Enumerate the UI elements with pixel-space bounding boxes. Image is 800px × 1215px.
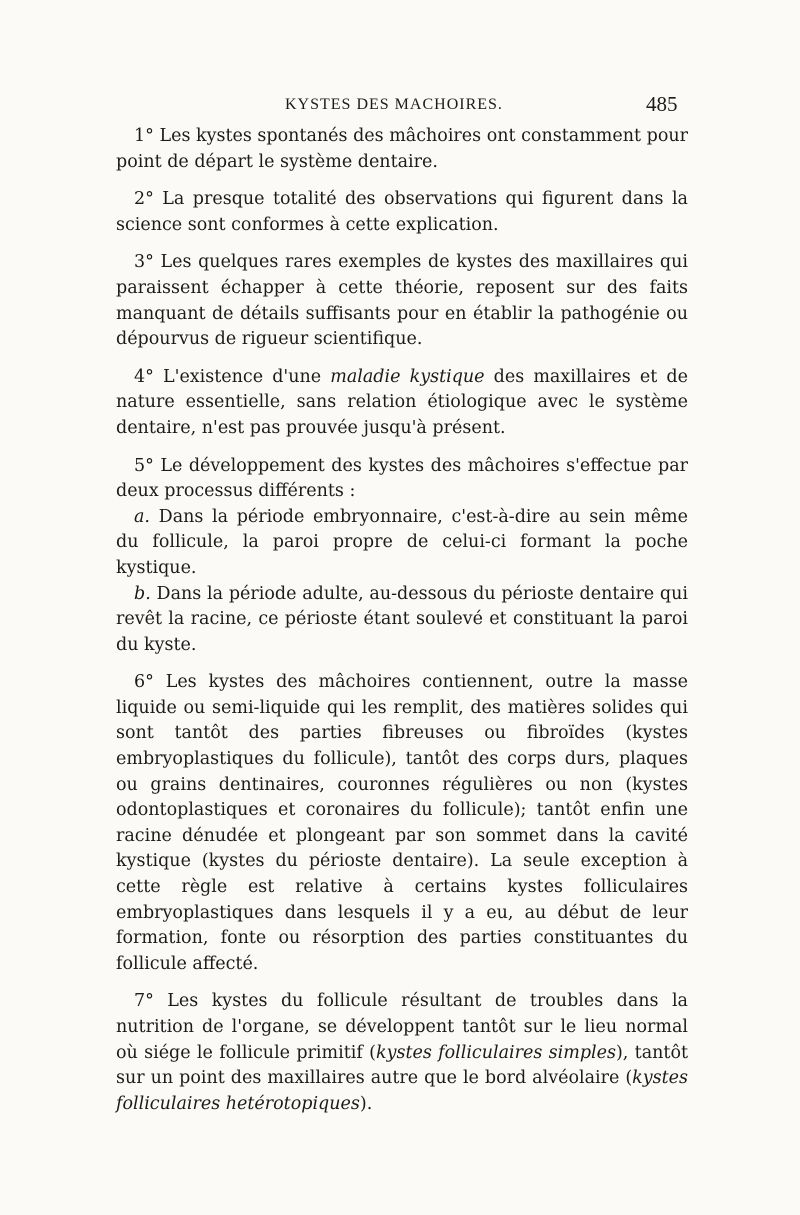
running-title: KYSTES DES MACHOIRES.	[285, 96, 503, 113]
paragraph-7-text-end: ).	[359, 1093, 373, 1114]
paragraph-7-text-start: 7° Les kystes du follicule résultant de troubles dans la nutrition de l'organe, se développent tantôt sur le lieu normal où siége le follicule primitif (	[116, 991, 688, 1063]
paragraph-1-text: 1° Les kystes spontanés des mâchoires ont constamment pour point de départ le système dentaire.	[116, 126, 688, 172]
paragraph-7-text-middle: ), tantôt sur un point des maxillaires autre que le bord alvéolaire (	[116, 1042, 689, 1089]
paragraph-4-text-start: 4° L'existence d'une	[134, 366, 331, 387]
paragraph-6-text: 6° Les kystes des mâchoires contiennent, outre la masse liquide ou semi-liquide qui les remplit, des matières solides qui sont tantôt des parties fibreuses ou fibroïdes (kystes embryoplastiques du follicule), tantôt des corps durs, plaques ou grains dentinaires, couronnes régulières ou non (kystes odontoplastiques et coronaires du follicule); tantôt enfin une racine dénudée et plongeant par son sommet dans la cavité kystique (kystes du périoste dentaire). La seule exception à cette règle est relative à certains kystes folliculaires embryoplastiques dans lesquels il y a eu, au début de leur formation, fonte ou résorption des parties constituantes du follicule affecté.	[116, 672, 688, 974]
paragraph-7-emphasis-1: kystes folliculaires simples	[375, 1042, 616, 1063]
paragraph-1	[116, 124, 688, 175]
paragraph-5-text: 5° Le développement des kystes des mâchoires s'effectue par deux processus différents :	[116, 455, 688, 502]
paragraph-3	[116, 250, 688, 352]
item-b-text: Dans la période adulte, au-dessous du périoste dentaire qui revêt la racine, ce périoste étant soulevé et constituant la paroi du kyste.	[116, 583, 688, 655]
paragraph-3-text: 3° Les quelques rares exemples de kystes des maxillaires qui paraissent échapper à cette théorie, reposent sur des faits manquant de détails suffisants pour en établir la pathogénie ou dépourvus de rigueur scientifique.	[116, 252, 688, 350]
paragraph-4	[116, 365, 688, 442]
paragraph-2	[116, 187, 688, 238]
paragraph-4-emphasis: maladie kystique	[330, 366, 485, 387]
paragraph-5-item-b	[116, 582, 688, 659]
item-a-label: a.	[134, 506, 150, 527]
paragraph-5-item-a	[116, 505, 688, 582]
paragraph-2-text: 2° La presque totalité des observations qui figurent dans la science sont conformes à cette explication.	[116, 189, 688, 235]
item-a-text: Dans la période embryonnaire, c'est-à-dire au sein même du follicule, la paroi propre de celui-ci formant la poche kystique.	[116, 506, 688, 578]
running-header	[0, 92, 800, 122]
paragraph-7	[116, 989, 688, 1117]
paragraph-5	[116, 454, 688, 505]
body-text	[116, 124, 688, 1117]
paragraph-7-emphasis-2: kystes folliculaires hetérotopiques	[116, 1068, 688, 1114]
page-number: 485	[646, 92, 678, 116]
paragraph-4-text-end: des maxillaires et de nature essentielle, sans relation étiologique avec le système dentaire, n'est pas prouvée jusqu'à présent.	[116, 366, 688, 438]
paragraph-6	[116, 670, 688, 977]
item-b-label: b.	[134, 583, 151, 604]
